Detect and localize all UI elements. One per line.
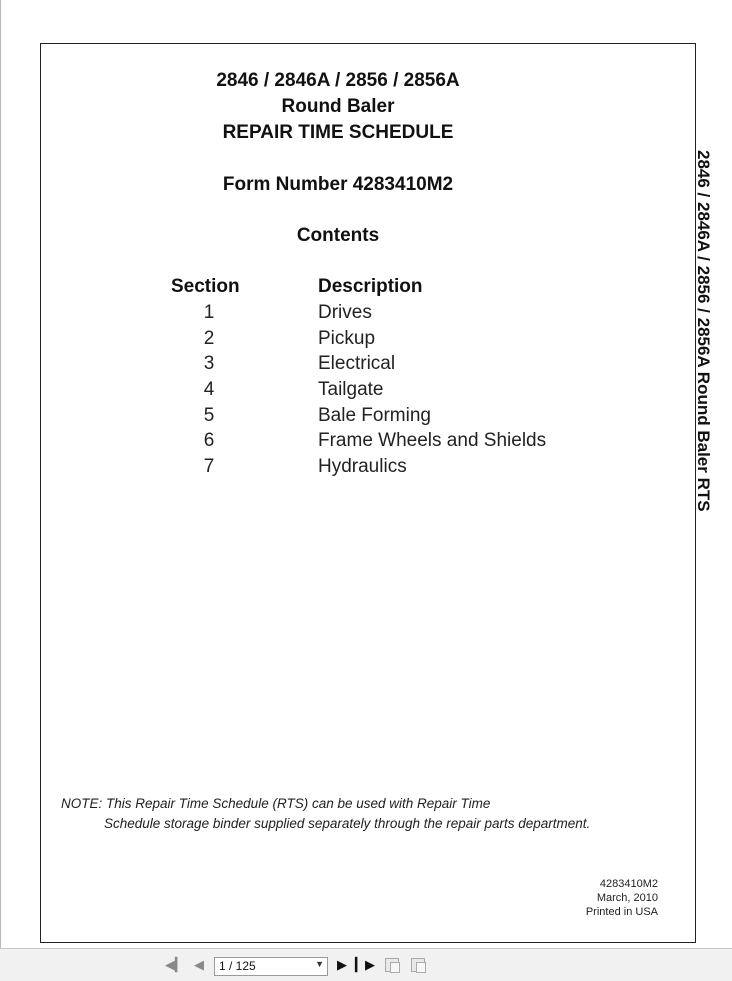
contents-heading: Contents [296, 225, 380, 246]
product-title: Round Baler [281, 96, 395, 117]
section-number: 5 [203, 404, 215, 426]
contents-row [41, 379, 641, 405]
next-page-button[interactable] [333, 957, 351, 973]
page-layout-alt-icon[interactable] [411, 958, 425, 972]
section-number: 3 [203, 353, 215, 375]
section-description: Bale Forming [318, 404, 431, 426]
section-number: 7 [203, 456, 215, 478]
section-number: 2 [203, 327, 215, 349]
note-text [61, 794, 590, 834]
section-description: Drives [318, 302, 372, 323]
previous-page-button[interactable] [190, 957, 208, 973]
spine-label [694, 150, 732, 570]
publication-footer [586, 877, 658, 919]
contents-row [41, 302, 641, 328]
page-indicator: 1 / 125 [219, 959, 256, 973]
chevron-down-icon: ▼ [315, 959, 324, 969]
contents-row [41, 456, 641, 482]
section-description: Electrical [318, 353, 396, 375]
spine-text: 2846 / 2846A / 2856 / 2856A Round Baler RTS [694, 150, 713, 512]
footer-code: 4283410M2 [599, 878, 658, 890]
section-number: 1 [203, 302, 215, 323]
section-description: Pickup [318, 327, 376, 349]
triangle-left-icon: ◀ [194, 957, 204, 972]
skip-forward-icon: ▎▶ [355, 957, 375, 972]
section-description: Tailgate [318, 379, 384, 401]
footer-date: March, 2010 [596, 892, 658, 904]
contents-row [41, 353, 641, 379]
contents-row [41, 328, 641, 354]
skip-back-icon: ◀▎ [165, 957, 185, 972]
description-column-header: Description [318, 276, 423, 297]
section-number: 6 [203, 430, 215, 452]
contents-row [41, 405, 641, 431]
model-title: 2846 / 2846A / 2856 / 2856A [216, 70, 460, 91]
section-description: Frame Wheels and Shields [318, 430, 547, 452]
section-description: Hydraulics [318, 456, 407, 478]
note-line: Schedule storage binder supplied separately through the repair parts department. [104, 816, 591, 831]
schedule-title: REPAIR TIME SCHEDULE [222, 122, 454, 143]
contents-row [41, 430, 641, 456]
form-number: Form Number 4283410M2 [222, 174, 454, 195]
document-page [40, 43, 696, 943]
note-line: NOTE: This Repair Time Schedule (RTS) can be used with Repair Time [61, 796, 491, 811]
last-page-button[interactable] [356, 957, 374, 973]
first-page-button[interactable] [166, 957, 184, 973]
footer-printed: Printed in USA [585, 906, 658, 918]
page-number-select[interactable] [214, 957, 328, 976]
section-column-header: Section [171, 276, 240, 297]
pdf-navigation-toolbar [0, 948, 732, 981]
section-number: 4 [203, 379, 215, 401]
triangle-right-icon: ▶ [337, 957, 347, 972]
contents-list [41, 302, 641, 482]
page-layout-icon[interactable] [385, 958, 399, 972]
